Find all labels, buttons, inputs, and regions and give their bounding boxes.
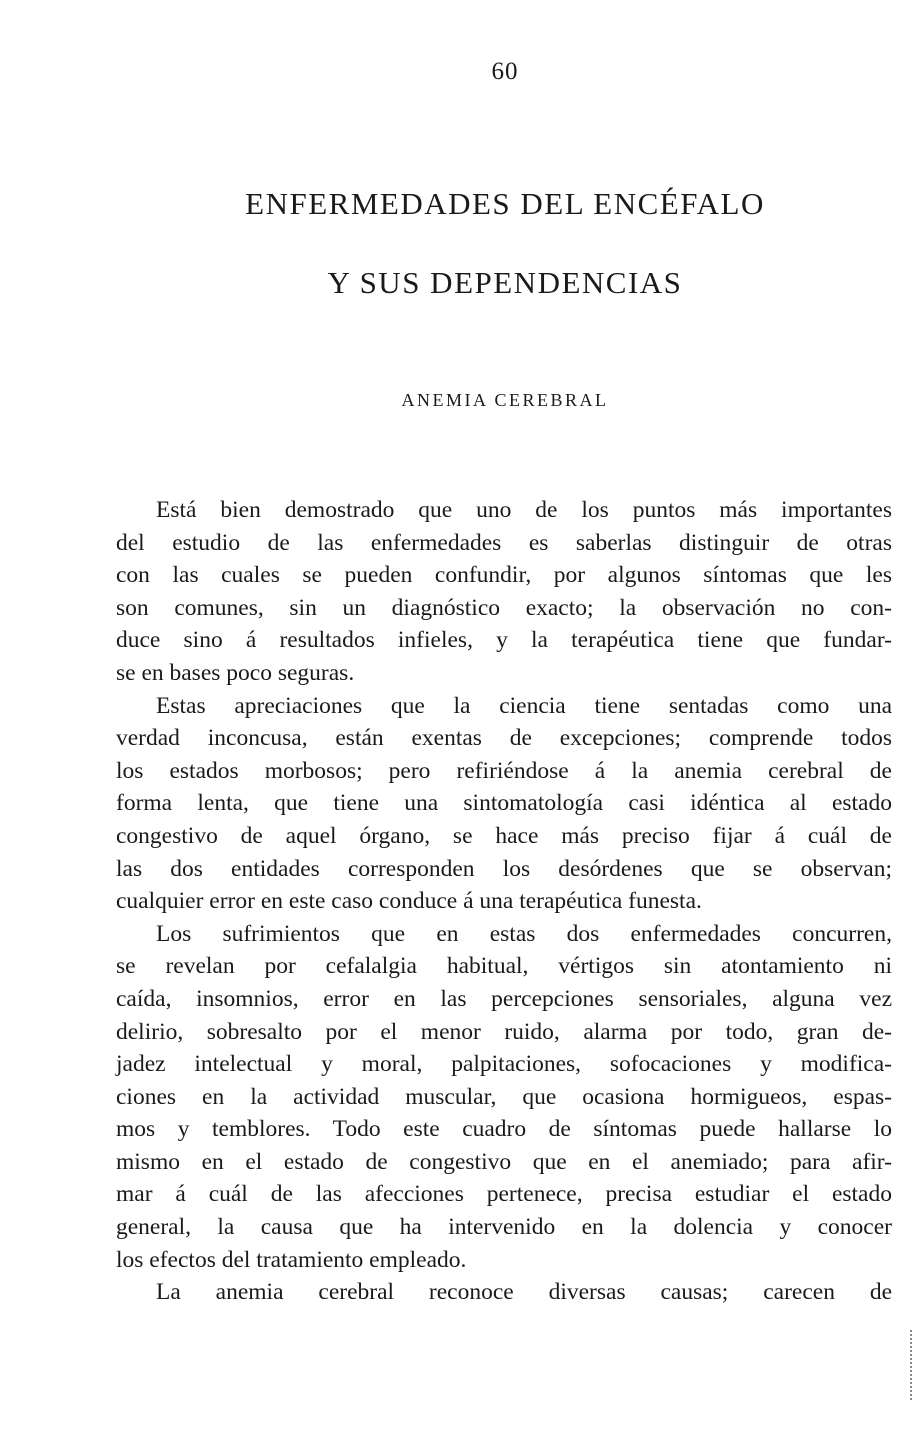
- text-line: verdad inconcusa, están exentas de excepciones; comprende todos: [116, 725, 892, 752]
- text-line: se en bases poco seguras.: [116, 659, 355, 686]
- text-line: ciones en la actividad muscular, que ocasiona hormigueos, espas-: [116, 1083, 892, 1110]
- text-line: congestivo de aquel órgano, se hace más preciso fijar á cuál de: [116, 822, 892, 849]
- text-line: los efectos del tratamiento empleado.: [116, 1246, 467, 1273]
- text-line: jadez intelectual y moral, palpitaciones, sofocaciones y modifica-: [116, 1051, 892, 1078]
- text-line: Está bien demostrado que uno de los puntos más importantes: [156, 497, 892, 523]
- text-line: La anemia cerebral reconoce diversas causas; carecen de: [156, 1279, 892, 1306]
- text-line: con las cuales se pueden confundir, por algunos síntomas que les: [116, 562, 892, 589]
- paragraph-4: [116, 1276, 892, 1309]
- text-line: mismo en el estado de congestivo que en el anemiado; para afir-: [116, 1148, 892, 1175]
- text-line: son comunes, sin un diagnóstico exacto; la observación no con-: [116, 594, 892, 621]
- paragraph-1: [116, 494, 892, 690]
- text-line: los estados morbosos; pero refiriéndose á la anemia cerebral de: [116, 757, 892, 784]
- paragraph-3: [116, 918, 892, 1277]
- body-text: [116, 494, 892, 1309]
- text-line: duce sino á resultados infieles, y la terapéutica tiene que fundar-: [116, 627, 892, 654]
- text-line: del estudio de las enfermedades es saberlas distinguir de otras: [116, 529, 892, 556]
- text-line: las dos entidades corresponden los desórdenes que se observan;: [116, 855, 892, 882]
- chapter-title-line-2: Y SUS DEPENDENCIAS: [327, 265, 683, 300]
- page-number: 60: [491, 58, 519, 85]
- chapter-title-line-1: ENFERMEDADES DEL ENCÉFALO: [245, 186, 765, 221]
- text-line: caída, insomnios, error en las percepciones sensoriales, alguna vez: [116, 985, 892, 1012]
- text-line: forma lenta, que tiene una sintomatología casi idéntica al estado: [116, 790, 892, 817]
- text-line: mar á cuál de las afecciones pertenece, precisa estudiar el estado: [116, 1181, 892, 1208]
- margin-mark: [908, 1330, 912, 1400]
- text-line: Estas apreciaciones que la ciencia tiene sentadas como una: [156, 692, 892, 719]
- text-line: general, la causa que ha intervenido en la dolencia y conocer: [116, 1214, 892, 1241]
- text-line: delirio, sobresalto por el menor ruido, alarma por todo, gran de-: [116, 1018, 892, 1045]
- section-heading: ANEMIA CEREBRAL: [401, 390, 609, 410]
- text-line: se revelan por cefalalgia habitual, vértigos sin atontamiento ni: [116, 953, 892, 980]
- text-line: cualquier error en este caso conduce á una terapéutica funesta.: [116, 888, 702, 915]
- paragraph-2: [116, 690, 892, 918]
- text-line: mos y temblores. Todo este cuadro de síntomas puede hallarse lo: [116, 1116, 892, 1143]
- text-line: Los sufrimientos que en estas dos enfermedades concurren,: [156, 920, 892, 947]
